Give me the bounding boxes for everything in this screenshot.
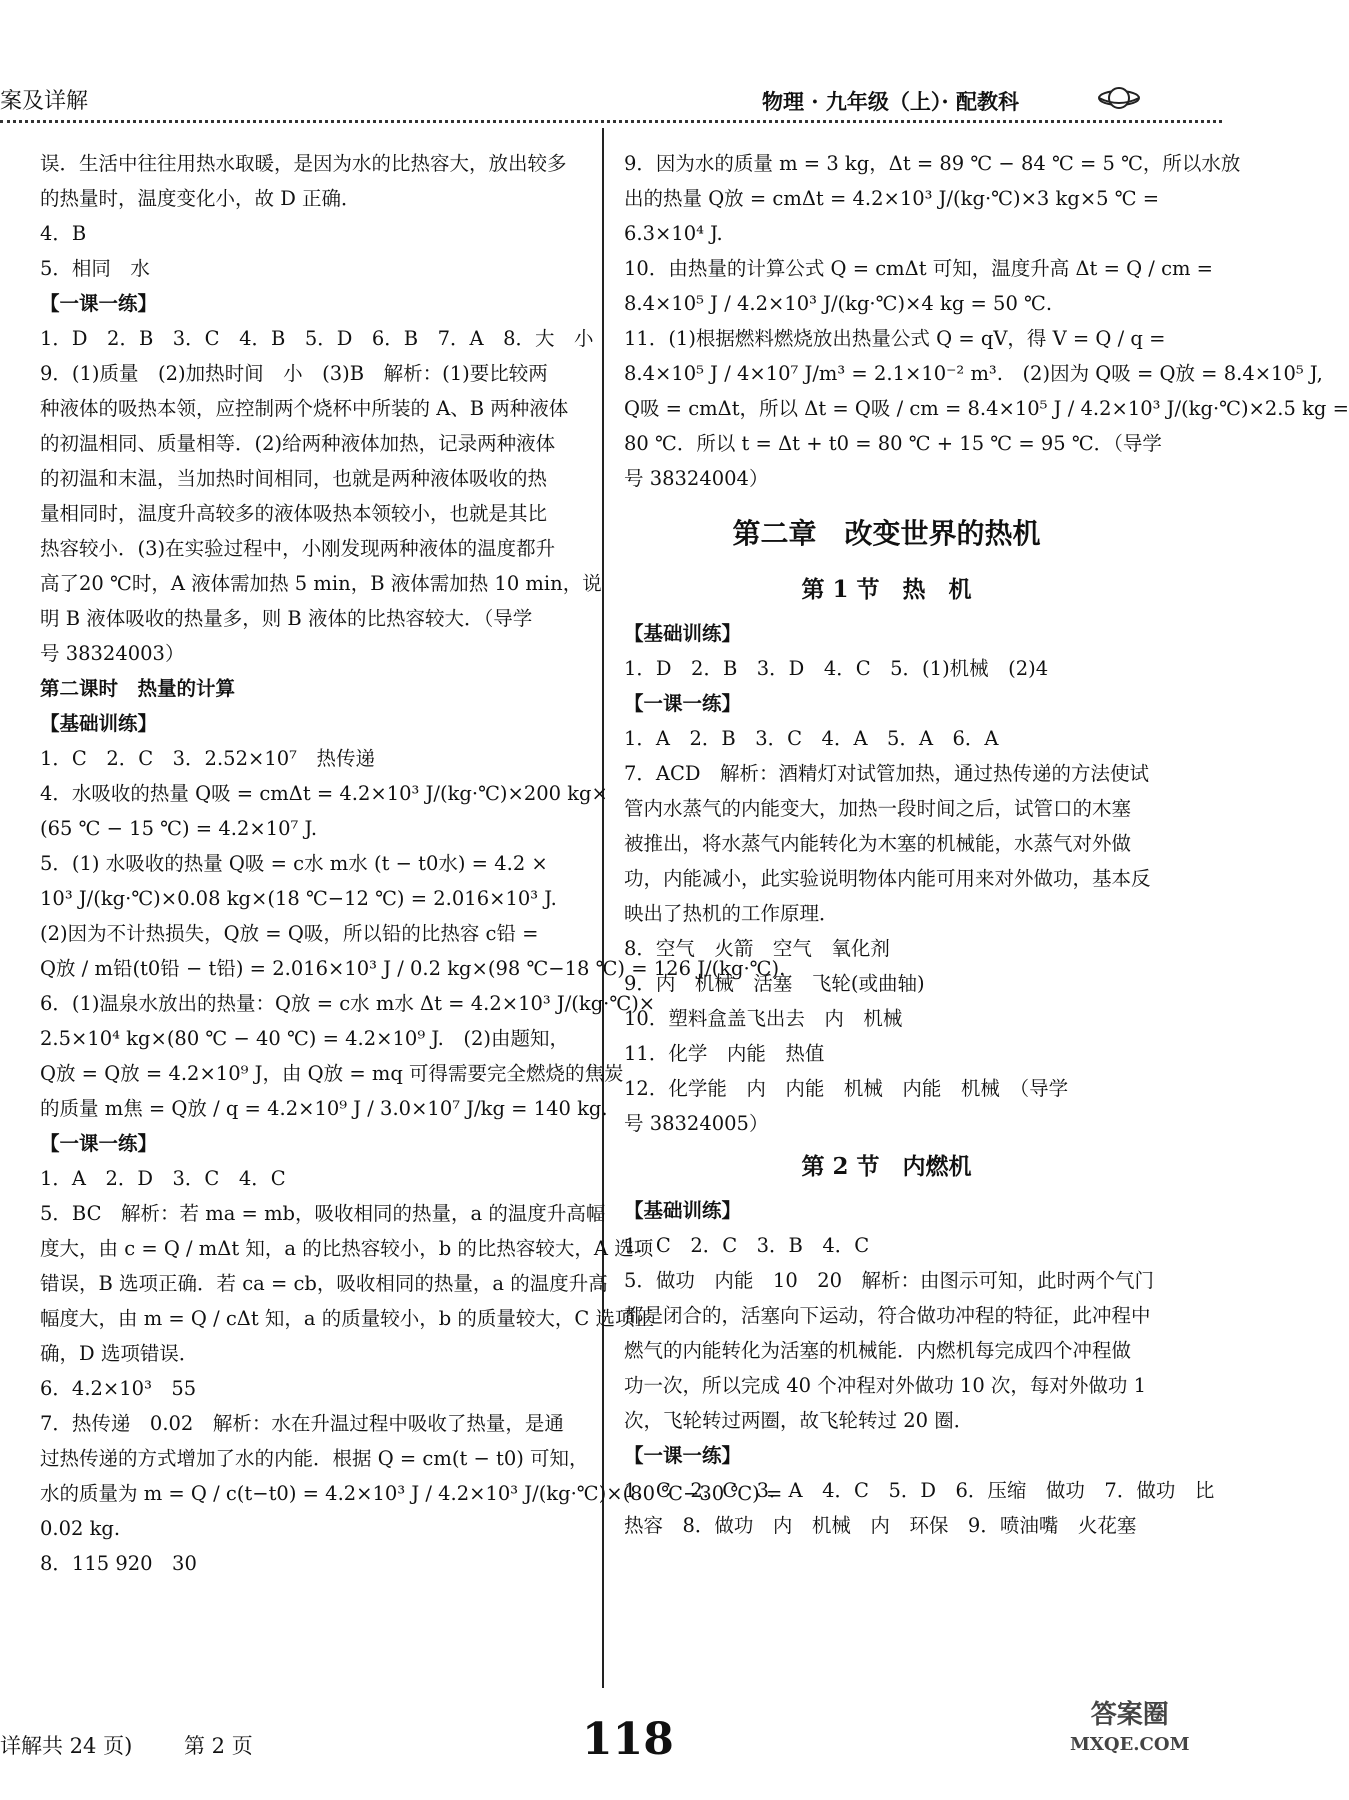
section-title-internal-combustion: 第 2 节 内燃机 — [801, 1153, 972, 1180]
watermark-top: 答案圈 — [1090, 1700, 1169, 1730]
text-line: 1．D 2．B 3．C 4．B 5．D 6．B 7．A 8．大 小 — [40, 327, 594, 350]
text-line: 5．BC 解析：若 ma = mb，吸收相同的热量，a 的温度升高幅 — [40, 1202, 606, 1225]
text-line: 7．ACD 解析：酒精灯对试管加热，通过热传递的方法使试 — [624, 762, 1150, 785]
text-line: 管内水蒸气的内能变大，加热一段时间之后，试管口的木塞 — [624, 797, 1132, 820]
header-title: 案及详解 — [0, 89, 89, 114]
text-line: 【一课一练】 — [624, 692, 742, 715]
text-line: 6．4.2×10³ 55 — [40, 1377, 197, 1400]
text-line: 号 38324005） — [624, 1112, 769, 1135]
text-line: 【一课一练】 — [40, 1132, 158, 1155]
text-line: 号 38324003） — [40, 642, 185, 665]
answers-9-11 — [624, 146, 1349, 496]
text-line: 明 B 液体吸收的热量多，则 B 液体的比热容较大．（导学 — [40, 607, 533, 630]
text-line: (65 ℃ − 15 ℃) = 4.2×10⁷ J. — [40, 817, 318, 840]
header-divider — [0, 120, 1222, 123]
watermark-logo — [1070, 1700, 1190, 1760]
text-line: 6.3×10⁴ J. — [624, 222, 723, 245]
text-line: 出的热量 Q放 = cmΔt = 4.2×10³ J/(kg·℃)×3 kg×5 ℃ = — [624, 187, 1160, 210]
footer-total: 详解共 24 页) — [0, 1734, 133, 1758]
footer-page: 第 2 页 — [184, 1734, 253, 1758]
text-line: 5．(1) 水吸收的热量 Q吸 = c水 m水 (t − t0水) = 4.2 × — [40, 852, 548, 875]
text-line: 功一次，所以完成 40 个冲程对外做功 10 次，每对外做功 1 — [624, 1374, 1147, 1397]
text-line: 【一课一练】 — [40, 292, 158, 315]
page-number: 118 — [582, 1714, 674, 1765]
text-line: 次，飞轮转过两圈，故飞轮转过 20 圈． — [624, 1409, 974, 1432]
text-line: 4．B — [40, 222, 87, 245]
text-line: 燃气的内能转化为活塞的机械能．内燃机每完成四个冲程做 — [624, 1339, 1132, 1362]
header-subject: 物理 · 九年级（上）· 配教科 — [762, 89, 1020, 114]
text-line: 9．(1)质量 (2)加热时间 小 (3)B 解析：(1)要比较两 — [40, 362, 548, 385]
text-line: 6．(1)温泉水放出的热量：Q放 = c水 m水 Δt = 4.2×10³ J/(kg·℃)× — [40, 992, 656, 1015]
text-line: 量相同时，温度升高较多的液体吸热本领较小，也就是其比 — [40, 502, 548, 525]
text-line: Q放 / m铅(t0铅 − t铅) = 2.016×10³ J / 0.2 kg×(98 ℃−18 ℃) = 126 J/(kg·℃). — [40, 957, 786, 980]
text-line: 80 ℃．所以 t = Δt + t0 = 80 ℃ + 15 ℃ = 95 ℃．（导学 — [624, 432, 1162, 455]
text-line: 高了20 ℃时，A 液体需加热 5 min，B 液体需加热 10 min，说 — [40, 572, 602, 595]
column-divider — [602, 128, 604, 1688]
right-column — [624, 146, 1349, 1543]
text-line: 【基础训练】 — [624, 622, 742, 645]
text-line: 0.02 kg. — [40, 1517, 121, 1540]
text-line: 水的质量为 m = Q / c(t−t0) = 4.2×10³ J / 4.2×10³ J/(kg·℃)×(80 ℃−30 ℃) = — [40, 1482, 783, 1505]
section-title-heat-engine: 第 1 节 热 机 — [801, 576, 972, 603]
text-line: 【基础训练】 — [40, 712, 158, 735]
text-line: 度大，由 c = Q / mΔt 知，a 的比热容较小，b 的比热容较大，A 选项 — [40, 1237, 654, 1260]
text-line: 5．相同 水 — [40, 257, 150, 280]
section1-answers — [624, 616, 1149, 1141]
text-line: 8.4×10⁵ J / 4.2×10³ J/(kg·℃)×4 kg = 50 ℃. — [624, 292, 1053, 315]
text-line: 11．(1)根据燃料燃烧放出热量公式 Q = qV，得 V = Q / q = — [624, 327, 1166, 350]
text-line: 的热量时，温度变化小，故 D 正确． — [40, 187, 361, 210]
text-line: 的质量 m焦 = Q放 / q = 4.2×10⁹ J / 3.0×10⁷ J/kg = 140 kg. — [40, 1097, 608, 1120]
text-line: 【基础训练】 — [624, 1199, 742, 1222]
text-line: 功，内能减小，此实验说明物体内能可用来对外做功，基本反 — [624, 867, 1151, 890]
text-line: 10³ J/(kg·℃)×0.08 kg×(18 ℃−12 ℃) = 2.016×10³ J. — [40, 887, 557, 910]
text-line: 【一课一练】 — [624, 1444, 742, 1467]
text-line: 确，D 选项错误． — [40, 1342, 199, 1365]
text-line: 10．塑料盒盖飞出去 内 机械 — [624, 1007, 903, 1030]
text-line: 的初温相同、质量相等．(2)给两种液体加热，记录两种液体 — [40, 432, 556, 455]
watermark-bottom: MXQE.COM — [1070, 1734, 1190, 1755]
text-line: 都是闭合的，活塞向下运动，符合做功冲程的特征，此冲程中 — [624, 1304, 1151, 1327]
text-line: 12．化学能 内 内能 机械 内能 机械 （导学 — [624, 1077, 1069, 1100]
text-line: 错误，B 选项正确．若 ca = cb，吸收相同的热量，a 的温度升高 — [40, 1272, 608, 1295]
text-line: 2.5×10⁴ kg×(80 ℃ − 40 ℃) = 4.2×10⁹ J. (2)由题知， — [40, 1027, 569, 1050]
text-line: 11．化学 内能 热值 — [624, 1042, 825, 1065]
text-line: 幅度大，由 m = Q / cΔt 知，a 的质量较小，b 的质量较大，C 选项正 — [40, 1307, 655, 1330]
text-line: 热容 8．做功 内 机械 内 环保 9．喷油嘴 火花塞 — [624, 1514, 1137, 1537]
text-line: 种液体的吸热本领，应控制两个烧杯中所装的 A、B 两种液体 — [40, 397, 569, 420]
text-line: 10．由热量的计算公式 Q = cmΔt 可知，温度升高 Δt = Q / cm = — [624, 257, 1214, 280]
text-line: 被推出，将水蒸气内能转化为木塞的机械能，水蒸气对外做 — [624, 832, 1132, 855]
text-line: 的初温和末温，当加热时间相同，也就是两种液体吸收的热 — [40, 467, 548, 490]
text-line: 8．115 920 30 — [40, 1552, 197, 1575]
text-line: Q吸 = cmΔt，所以 Δt = Q吸 / cm = 8.4×10⁵ J / 4.2×10³ J/(kg·℃)×2.5 kg = — [624, 397, 1349, 420]
text-line: 9．因为水的质量 m = 3 kg，Δt = 89 ℃ − 84 ℃ = 5 ℃，所以水放 — [624, 152, 1241, 175]
text-line: 9．内 机械 活塞 飞轮(或曲轴) — [624, 972, 925, 995]
text-line: Q放 = Q放 = 4.2×10⁹ J，由 Q放 = mq 可得需要完全燃烧的焦炭 — [40, 1062, 624, 1085]
text-line: 第二课时 热量的计算 — [40, 677, 236, 700]
text-line: 5．做功 内能 10 20 解析：由图示可知，此时两个气门 — [624, 1269, 1155, 1292]
text-line: 热容较小．(3)在实验过程中，小刚发现两种液体的温度都升 — [40, 537, 556, 560]
text-line: 误．生活中往往用热水取暖，是因为水的比热容大，放出较多 — [40, 152, 567, 175]
chapter-title: 第二章 改变世界的热机 — [732, 517, 1041, 550]
text-line: 1．A 2．D 3．C 4．C — [40, 1167, 286, 1190]
planet-logo-icon — [1096, 82, 1142, 114]
section2-answers — [624, 1193, 1215, 1543]
text-line: 过热传递的方式增加了水的内能．根据 Q = cm(t − t0) 可知， — [40, 1447, 589, 1470]
text-line: 号 38324004） — [624, 467, 769, 490]
text-line: 1．A 2．B 3．C 4．A 5．A 6．A — [624, 727, 999, 750]
text-line: 8．空气 火箭 空气 氧化剂 — [624, 937, 890, 960]
text-line: 4．水吸收的热量 Q吸 = cmΔt = 4.2×10³ J/(kg·℃)×200 kg× — [40, 782, 608, 805]
text-line: (2)因为不计热损失，Q放 = Q吸，所以铅的比热容 c铅 = — [40, 922, 539, 945]
text-line: 映出了热机的工作原理． — [624, 902, 839, 925]
text-line: 1．C 2．C 3．B 4．C — [624, 1234, 870, 1257]
text-line: 1．C 2．C 3．2.52×10⁷ 热传递 — [40, 747, 375, 770]
text-line: 7．热传递 0.02 解析：水在升温过程中吸收了热量，是通 — [40, 1412, 564, 1435]
text-line: 1．D 2．B 3．D 4．C 5．(1)机械 (2)4 — [624, 657, 1049, 680]
text-line: 1．C 2．C 3．A 4．C 5．D 6．压缩 做功 7．做功 比 — [624, 1479, 1215, 1502]
text-line: 8.4×10⁵ J / 4×10⁷ J/m³ = 2.1×10⁻² m³. (2)因为 Q吸 = Q放 = 8.4×10⁵ J, — [624, 362, 1323, 385]
